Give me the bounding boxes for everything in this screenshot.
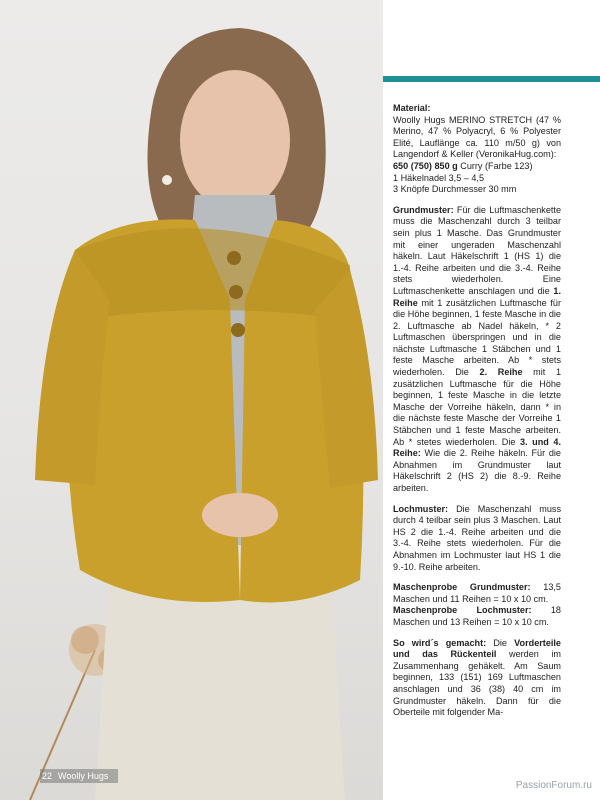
grundmuster-row-1: 1. Reihe	[393, 285, 561, 308]
grundmuster-heading: Grundmuster:	[393, 204, 454, 215]
magazine-name: Woolly Hugs	[58, 771, 109, 781]
maschenprobe-loch-label: Maschenprobe Lochmuster:	[393, 605, 532, 616]
page-footer	[40, 769, 118, 783]
sowird-heading: So wird´s gemacht:	[393, 637, 487, 648]
sowird-parts: Vorderteile und das Rückenteil	[393, 637, 561, 660]
material-yarn: Woolly Hugs MERINO STRETCH (47 % Merino, 47 % Polyacryl, 6 % Polyester Elité, Lauflänge ca. 110 m/50 g) von Langendorf & Keller (VeronikaHug.com):	[393, 114, 561, 160]
grundmuster-text-1: Für die Luftmaschenkette muss die Maschenzahl durch 3 teilbar sein plus 1 Masche. Das Grundmuster mit einer ungeraden Maschenzahl häkeln. Laut Häkelschrift 1 (HS 1) die 1.-4. Reihe arbeiten und die 3.-4. Reihe stets wiederholen. Eine Luftmaschenkette anschlagen und die	[393, 204, 561, 296]
button-2	[229, 285, 243, 299]
grundmuster-text-2: mit 1 zusätzlichen Luftmasche für die Höhe beginnen, 1 feste Masche in die 2. Luftmasche ab Nadel häkeln, * 2 Luftmaschen überspringen und in die nächste Luftmasche 1 Stäbchen und 1 feste Masche arbeiten. Ab * stets wiederholen. Die	[393, 297, 561, 378]
grundmuster-section	[393, 205, 561, 495]
grundmuster-row-2: 2. Reihe	[479, 367, 523, 378]
earring	[162, 175, 172, 185]
watermark: PassionForum.ru	[515, 780, 592, 791]
material-color: Curry (Farbe 123)	[457, 160, 533, 171]
maschenprobe-grund-text: 13,5 Maschen und 11 Reihen = 10 x 10 cm.	[393, 582, 561, 604]
accent-rule	[383, 76, 600, 82]
sowird-text-1: Die	[486, 637, 515, 648]
material-hook: 1 Häkelnadel 3,5 – 4,5	[393, 172, 485, 183]
grundmuster-row-3-4: 3. und 4. Reihe:	[393, 436, 561, 459]
instructions-column	[393, 103, 561, 728]
maschenprobe-section	[393, 582, 561, 628]
grundmuster-text-3: mit 1 zusätzlichen Luftmasche für die Höhe beginnen, 1 feste Masche in die letzte Masche der Vorreihe häkeln, dann * in die nächste feste Masche der Vorreihe 1 Stäbchen und 1 feste Masche arbeiten. Ab * stetes wiederholen. Die	[393, 367, 561, 447]
lochmuster-heading: Lochmuster:	[393, 503, 449, 514]
button-3	[231, 323, 245, 337]
lochmuster-section	[393, 504, 561, 574]
lochmuster-text: Die Maschenzahl muss durch 4 teilbar sein plus 3 Maschen. Laut HS 2 die 1.-4. Reihe arbeiten und die 3.-4. Reihe stets wiederholen. Für die Abnahmen im Lochmuster laut HS 1 die 9.-10. Reihe arbeiten.	[393, 503, 561, 572]
material-buttons: 3 Knöpfe Durchmesser 30 mm	[393, 184, 517, 195]
page-number: 22	[42, 771, 53, 781]
material-section	[393, 103, 561, 196]
material-heading: Material:	[393, 103, 431, 113]
maschenprobe-grund-label: Maschenprobe Grundmuster:	[393, 582, 531, 593]
sowird-section	[393, 638, 561, 719]
button-1	[227, 251, 241, 265]
maschenprobe-loch-text: 18 Maschen und 13 Reihen = 10 x 10 cm.	[393, 605, 561, 627]
grundmuster-text-4: Wie die 2. Reihe häkeln. Für die Abnahmen im Grundmuster laut Häkelschrift 2 (HS 2) die 8.-9. Reihe arbeiten.	[393, 448, 561, 493]
face	[180, 70, 290, 210]
sowird-text-2: werden im Zusammenhang gehäkelt. Am Saum beginnen, 133 (151) 169 Luftmaschen anschlagen und 36 (38) 40 cm im Grundmuster häkeln. Dann für die Oberteile mit folgender Ma-	[393, 649, 561, 718]
material-amount: 650 (750) 850 g	[393, 160, 458, 171]
hands	[202, 493, 278, 537]
